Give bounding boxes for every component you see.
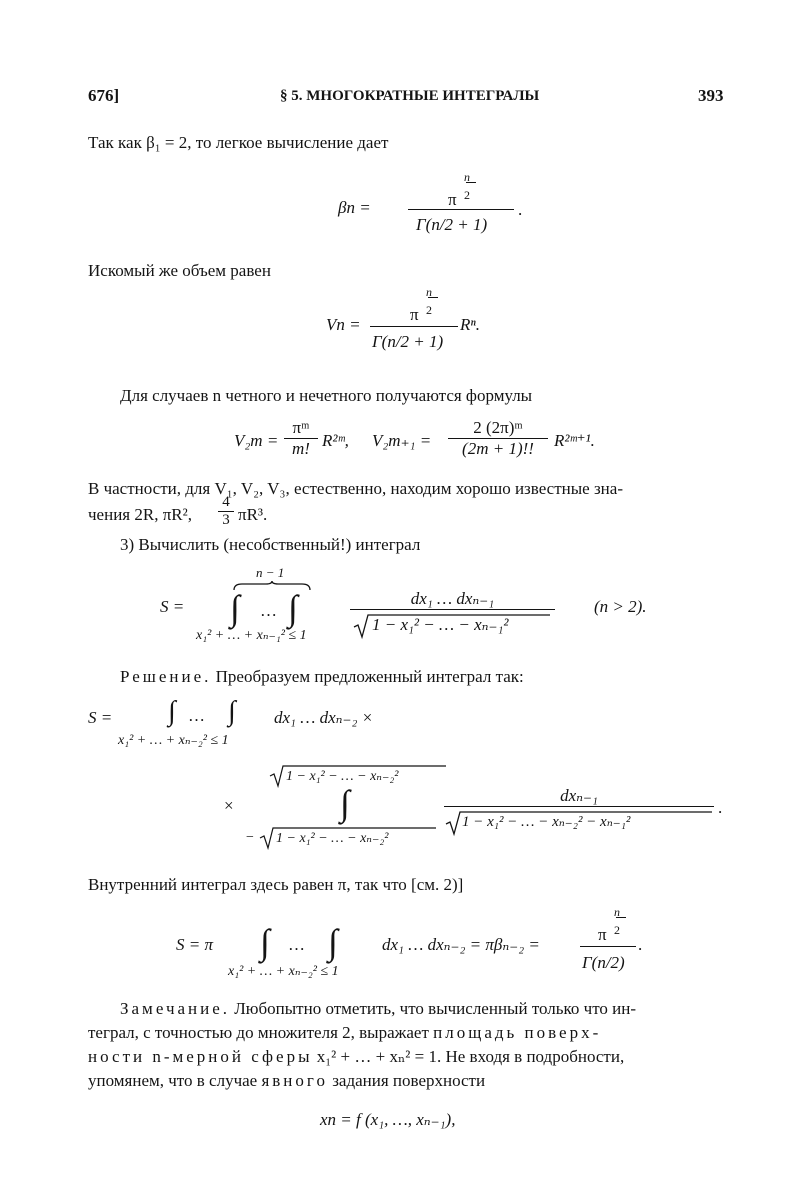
s-domain: x₁² + … + xₙ₋₁² ≤ 1	[196, 628, 307, 643]
u-exp-n: n	[614, 905, 620, 919]
s-lhs: S =	[160, 597, 185, 616]
paragraph-remark-line4	[88, 1068, 728, 1093]
t-lhs: S =	[88, 708, 113, 727]
u-integral-sign-2: ∫	[328, 922, 338, 962]
volume-lhs: Vn =	[326, 315, 361, 334]
paragraph-remark-line2	[88, 1020, 728, 1045]
frac43-num: 4	[222, 494, 230, 510]
v2m-den: m!	[292, 439, 310, 458]
page-number: 393	[698, 86, 724, 105]
equation-s-result: S = π ∫ … ∫ x₁² + … + xₙ₋₂² ≤ 1 dx₁ … dxₙ₋₂ = πβₙ₋₂ = n 2 π Γ(n/2) .	[176, 905, 643, 979]
frac43-den: 3	[218, 511, 234, 529]
remark-line4-a: упомянем, что в случае	[88, 1071, 258, 1090]
u-exp-2: 2	[614, 923, 620, 937]
solution-text: Преобразуем предложенный интеграл так:	[211, 667, 524, 686]
beta-pi: π	[448, 190, 457, 209]
particular-values-b: πR³.	[238, 505, 268, 524]
solution-lead: Решение.	[120, 667, 212, 686]
u-lhs: S = π	[176, 935, 213, 954]
paragraph-particular-line1: В частности, для V₁, V₂, V₃, естественно, находим хорошо известные зна-	[88, 479, 623, 498]
volume-exp-2: 2	[426, 303, 432, 317]
paragraph-volume-intro: Искомый же объем равен	[88, 261, 271, 280]
particular-values-a: чения 2R, πR²,	[88, 505, 192, 524]
u-middle: dx₁ … dxₙ₋₂ = πβₙ₋₂ =	[382, 935, 540, 954]
s-integral-sign-1: ∫	[230, 588, 240, 628]
beta-exp-2: 2	[464, 188, 470, 202]
paragraph-beta-intro: Так как β₁ = 2, то легкое вычисление дает	[88, 133, 389, 152]
paragraph-remark-line3	[88, 1044, 728, 1069]
s-condition: (n > 2).	[594, 597, 647, 616]
t-integral-sign-1: ∫	[168, 696, 176, 727]
paragraph-inner-integral: Внутренний интеграл здесь равен π, так что [см. 2)]	[88, 875, 464, 894]
paragraph-problem-3: 3) Вычислить (несобственный!) интеграл	[120, 535, 421, 554]
paragraph-solution	[120, 664, 524, 689]
remark-line2-b: площадь поверх-	[433, 1023, 602, 1042]
running-title: § 5. МНОГОКРАТНЫЕ ИНТЕГРАЛЫ	[280, 88, 540, 104]
remark-line1-text: Любопытно отметить, что вычисленный только что ин-	[230, 999, 637, 1018]
t-numerator: dxₙ₋₁	[560, 786, 598, 805]
volume-pi: π	[410, 305, 419, 324]
t-lower-limit: 1 − x₁² − … − xₙ₋₂²	[276, 831, 389, 846]
u-integral-sign-1: ∫	[260, 922, 270, 962]
t-denominator: 1 − x₁² − … − xₙ₋₂² − xₙ₋₁²	[462, 814, 631, 830]
beta-lhs: βn =	[338, 198, 371, 217]
final-equation: xn = f (x₁, …, xₙ₋₁),	[320, 1110, 456, 1129]
remark-line2-a: теграл, с точностью до множителя 2, выражает	[88, 1023, 429, 1042]
volume-rhs: Rⁿ.	[460, 315, 480, 334]
s-integral-sign-2: ∫	[288, 588, 298, 628]
t-domain: x₁² + … + xₙ₋₂² ≤ 1	[118, 733, 229, 748]
beta-exp-n: n	[464, 170, 470, 184]
volume-gamma-den: Γ(n/2 + 1)	[372, 332, 444, 351]
s-overbrace	[232, 581, 312, 591]
remark-line3-b: x₁² + … + xₙ² = 1. Не входя в подробности,	[316, 1047, 625, 1066]
page-section-number: 676]	[88, 86, 120, 105]
paragraph-remark-line1	[120, 996, 728, 1021]
v2m1-r: R²ᵐ⁺¹.	[554, 431, 595, 450]
v2m1-den: (2m + 1)!!	[462, 439, 534, 458]
t-integral-sign-2: ∫	[228, 696, 236, 727]
paragraph-parity-intro: Для случаев n четного и нечетного получаются формулы	[120, 386, 533, 405]
v2m1-lhs: V₂m₊₁ =	[372, 431, 432, 450]
equation-s-integral: S = n − 1 ∫ … ∫ x₁² + … + xₙ₋₁² ≤ 1 dx₁ … dxₙ₋₁ 1 − x₁² − … − xₙ₋₁² (n > 2).	[160, 565, 647, 643]
v2m-num: πᵐ	[292, 418, 310, 437]
t-differentials: dx₁ … dxₙ₋₂ ×	[274, 708, 374, 727]
volume-exp-n: n	[426, 285, 432, 299]
remark-line4-c: задания поверхности	[332, 1071, 486, 1090]
u-gamma-den: Γ(n/2)	[582, 953, 625, 972]
equation-s-transformed: S = ∫ … ∫ x₁² + … + xₙ₋₂² ≤ 1 dx₁ … dxₙ₋₂ × 1 − x₁² − … − xₙ₋₂² × ∫ − 1 − x₁² − … − xₙ₋₂² dxₙ₋₁ 1 − x₁² − … − xₙ₋₂² − xₙ₋₁² .	[88, 700, 728, 860]
remark-line3-a: ности n-мерной сферы	[88, 1047, 313, 1066]
s-brace-label: n − 1	[256, 565, 285, 580]
u-pi: π	[598, 925, 607, 944]
s-denominator: 1 − x₁² − … − xₙ₋₁²	[372, 615, 509, 634]
beta-gamma-den: Γ(n/2 + 1)	[416, 215, 488, 234]
v2m1-num: 2 (2π)ᵐ	[473, 418, 523, 437]
t-inner-integral-sign: ∫	[340, 783, 350, 823]
t-upper-limit: 1 − x₁² − … − xₙ₋₂²	[286, 769, 399, 784]
equation-explicit-surface	[320, 1110, 455, 1130]
remark-lead: Замечание.	[120, 999, 231, 1018]
u-domain: x₁² + … + xₙ₋₂² ≤ 1	[228, 964, 339, 979]
s-numerator: dx₁ … dxₙ₋₁	[410, 589, 495, 608]
remark-line4-b: явного	[261, 1071, 328, 1090]
t-times: ×	[224, 796, 234, 815]
v2m-r: R²ᵐ,	[322, 431, 349, 450]
v2m-lhs: V₂m =	[234, 431, 279, 450]
